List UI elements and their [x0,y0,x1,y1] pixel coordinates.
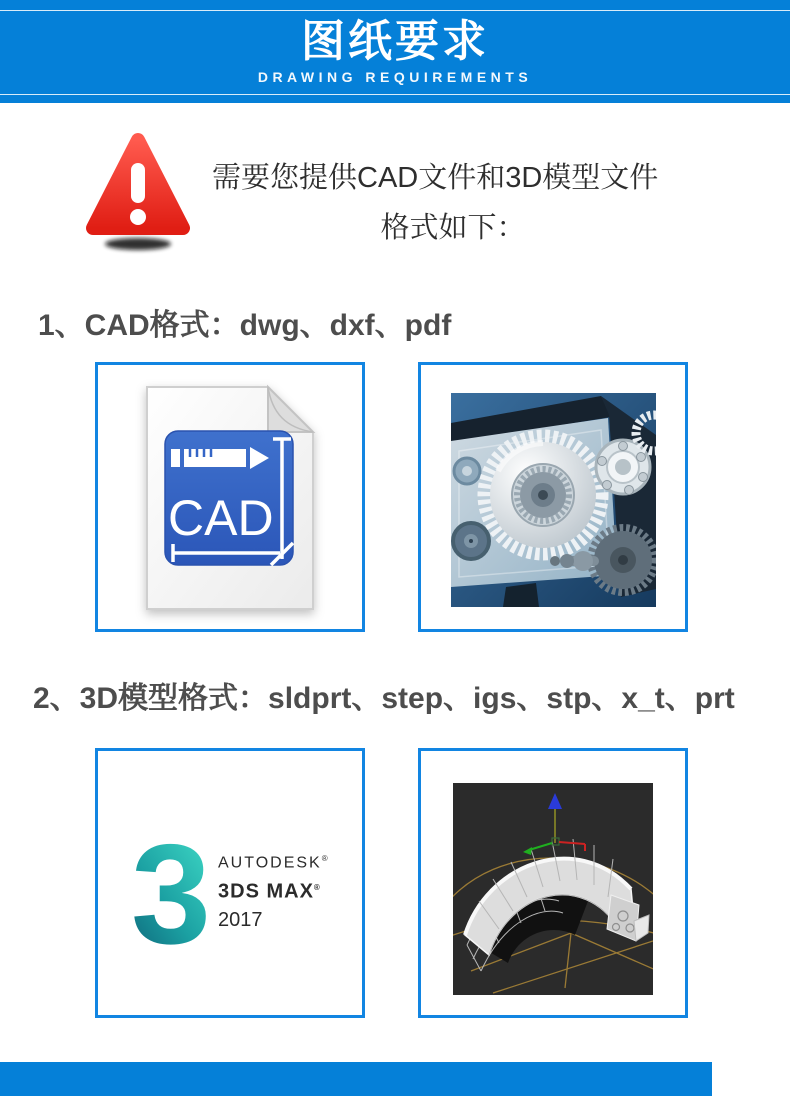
3ds-max-three-glyph [128,827,214,959]
warning-icon [86,128,190,256]
cad-file-image-box [95,362,365,632]
gears-photo [451,393,656,607]
3d-model-viewport-box [418,748,688,1018]
pencil-glyph [171,447,269,469]
year-label: 2017 [218,908,263,931]
section2-heading: 2、3D模型格式：sldprt、step、igs、stp、x_t、prt [33,682,735,715]
header-bottom-divider [0,94,790,95]
autodesk-label: AUTODESK® [218,854,330,872]
notice-line-2: 格式如下： [380,212,526,244]
bearing [596,440,650,495]
3d-wireframe-viewport [453,783,653,995]
section-header-band [0,0,790,103]
header-top-divider [0,10,790,11]
section1-heading: 1、CAD格式：dwg、dxf、pdf [38,309,452,342]
page-subtitle: DRAWING REQUIREMENTS [257,69,533,85]
cad-file-icon [140,383,320,613]
notice-text [212,160,694,246]
gears-photo-box [418,362,688,632]
next-section-band [0,1062,712,1096]
3ds-max-wordmark [218,848,330,934]
product-label: 3DS MAX® [218,880,321,903]
3ds-max-logo-box [95,748,365,1018]
cad-label: CAD [168,490,274,546]
page-title: 图纸要求 [301,17,489,66]
notice-line-1: 需要您提供CAD文件和3D模型文件 [212,162,659,194]
svg-text:3: 3 [131,827,211,959]
